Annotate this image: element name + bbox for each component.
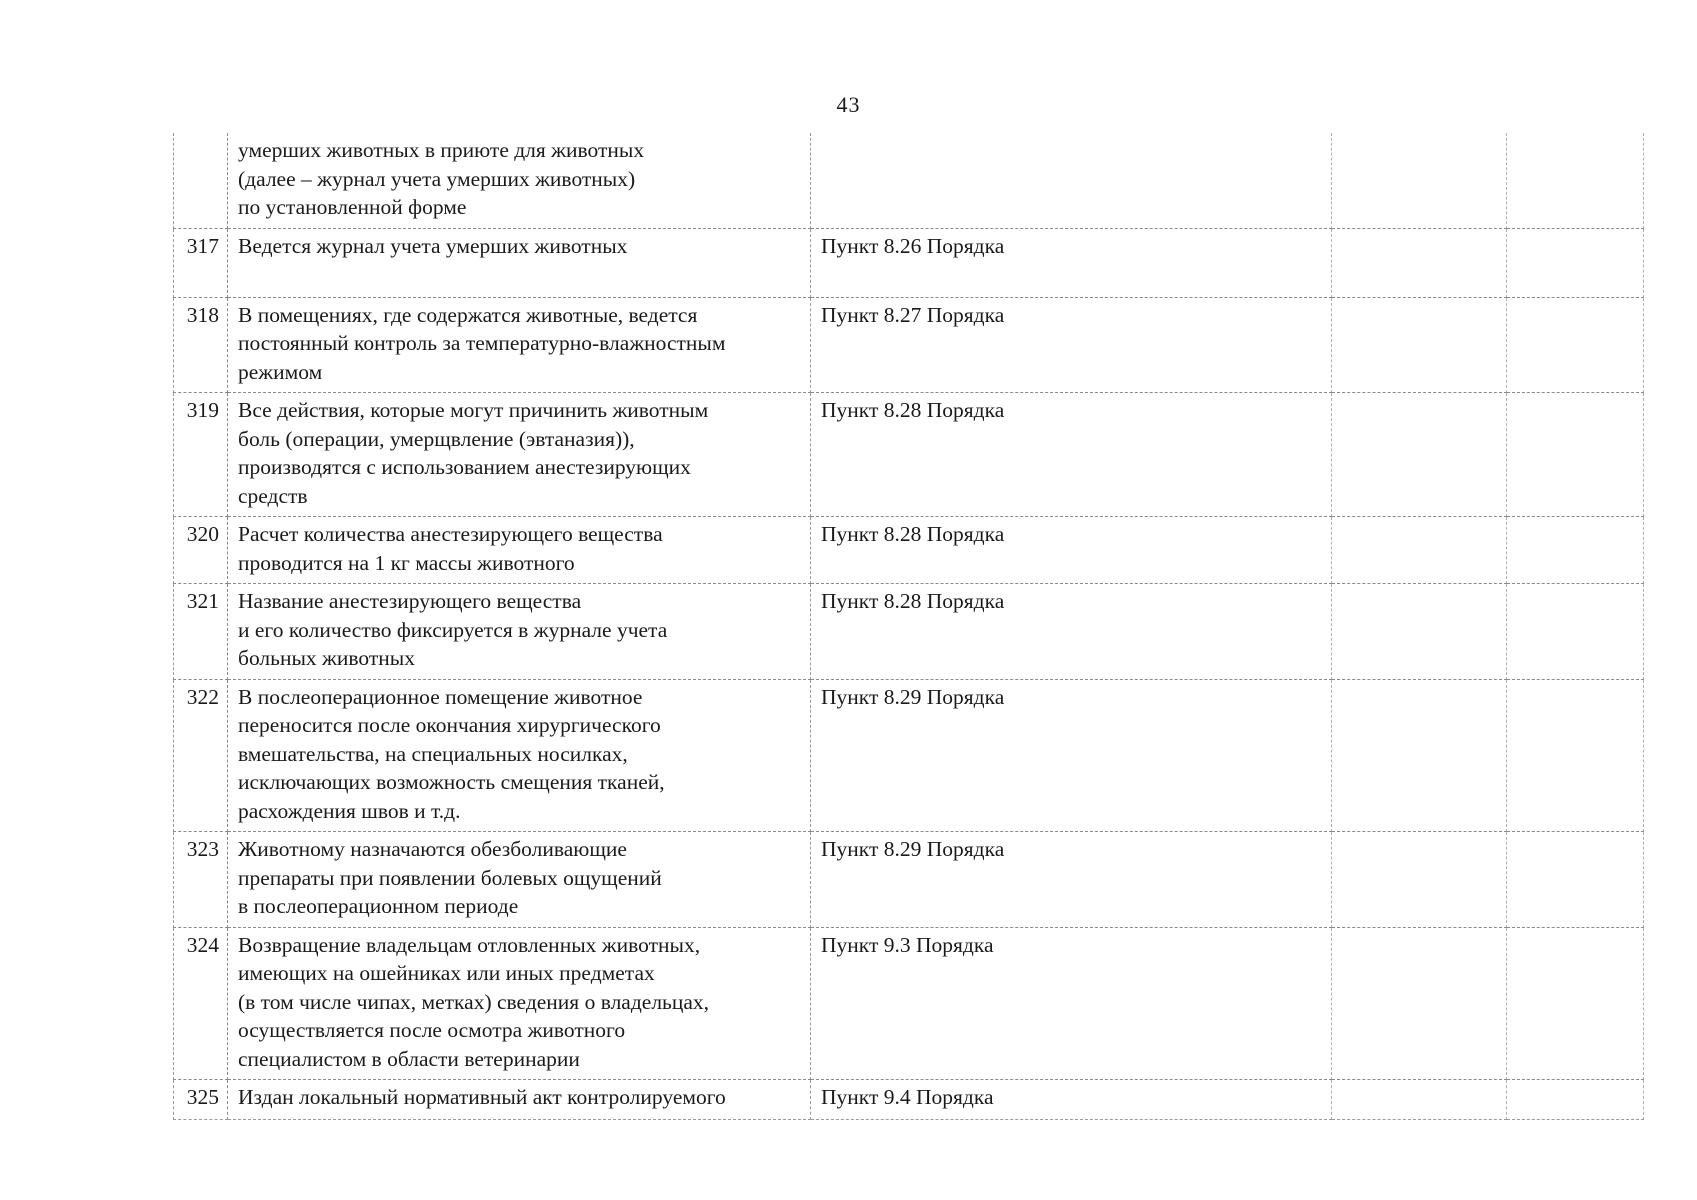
requirement-cell (228, 228, 811, 297)
reference-cell (811, 832, 1332, 928)
reference-text: Пункт 8.29 Порядка (821, 837, 1005, 861)
requirement-text: Возвращение владельцам отловленных животных, имеющих на ошейниках или иных предметах (в том числе чипах, метках) сведения о владельцах, осуществляется после осмотра животного специалистом в области ветеринарии (238, 932, 710, 1071)
row-number-cell (174, 679, 228, 832)
reference-text (821, 133, 1331, 136)
row-number: 320 (186, 522, 219, 546)
checklist-table (173, 133, 1644, 1120)
requirement-cell (228, 584, 811, 680)
row-number-cell (174, 927, 228, 1080)
page-number: 43 (836, 92, 861, 117)
reference-text: Пункт 8.29 Порядка (821, 684, 1005, 709)
reference-text: Пункт 8.27 Порядка (821, 302, 1005, 327)
table-row (174, 927, 1644, 1080)
row-number (174, 133, 219, 136)
row-number: 321 (186, 589, 219, 613)
table-row (174, 133, 1644, 228)
table-row (174, 228, 1644, 297)
empty-cell (1332, 679, 1507, 832)
reference-cell (811, 584, 1332, 680)
reference-text: Пункт 8.28 Порядка (821, 589, 1005, 613)
reference-text: Пункт 8.26 Порядка (821, 233, 1005, 258)
empty-cell (1507, 228, 1644, 297)
row-number-cell (174, 133, 228, 228)
empty-cell (1332, 228, 1507, 297)
reference-cell (811, 927, 1332, 1080)
empty-cell (1507, 832, 1644, 928)
row-number: 319 (186, 398, 219, 422)
requirement-text: умерших животных в приюте для животных (далее – журнал учета умерших животных) по установленной форме (238, 138, 645, 219)
requirement-cell (228, 297, 811, 393)
row-number: 323 (186, 837, 219, 861)
reference-cell (811, 133, 1332, 228)
requirement-text: В послеоперационное помещение животное переносится после окончания хирургического вмешательства, на специальных носилках, исключающих возможность смещения тканей, расхождения швов и т.д. (238, 684, 665, 823)
table-row (174, 1080, 1644, 1120)
empty-cell (1507, 517, 1644, 584)
empty-cell (1507, 393, 1644, 517)
requirement-text: Издан локальный нормативный акт контролируемого (238, 1085, 726, 1109)
empty-cell (1332, 393, 1507, 517)
requirement-cell (228, 1080, 811, 1120)
requirement-cell (228, 927, 811, 1080)
table-row (174, 679, 1644, 832)
empty-cell (1332, 517, 1507, 584)
reference-text: Пункт 8.28 Порядка (821, 398, 1005, 422)
row-number: 324 (186, 932, 219, 957)
row-number-cell (174, 832, 228, 928)
table-row (174, 393, 1644, 517)
requirement-text: Животному назначаются обезболивающие препараты при появлении болевых ощущений в послеоперационном периоде (238, 837, 662, 918)
requirement-text: Расчет количества анестезирующего вещества проводится на 1 кг массы животного (238, 522, 663, 575)
empty-cell (1332, 832, 1507, 928)
empty-cell (1332, 297, 1507, 393)
requirement-cell (228, 679, 811, 832)
row-number-cell (174, 297, 228, 393)
requirement-text: Все действия, которые могут причинить животным боль (операции, умерщвление (эвтаназия)), производятся с использованием анестезирующих средств (238, 398, 709, 508)
row-number: 322 (186, 684, 219, 709)
empty-cell (1507, 297, 1644, 393)
row-number-cell (174, 393, 228, 517)
requirement-cell (228, 393, 811, 517)
reference-cell (811, 1080, 1332, 1120)
requirement-text: В помещениях, где содержатся животные, ведется постоянный контроль за температурно-влажностным режимом (238, 302, 726, 384)
reference-cell (811, 297, 1332, 393)
reference-cell (811, 517, 1332, 584)
empty-cell (1332, 584, 1507, 680)
reference-text: Пункт 8.28 Порядка (821, 522, 1005, 546)
reference-cell (811, 228, 1332, 297)
reference-cell (811, 679, 1332, 832)
table-body (174, 133, 1644, 1120)
requirement-cell (228, 517, 811, 584)
requirement-cell (228, 832, 811, 928)
reference-cell (811, 393, 1332, 517)
empty-cell (1507, 679, 1644, 832)
row-number-cell (174, 584, 228, 680)
empty-cell (1507, 1080, 1644, 1120)
requirement-text: Название анестезирующего вещества и его количество фиксируется в журнале учета больных животных (238, 589, 668, 670)
reference-text: Пункт 9.3 Порядка (821, 932, 994, 957)
row-number: 325 (186, 1085, 219, 1109)
empty-cell (1507, 584, 1644, 680)
empty-cell (1507, 133, 1644, 228)
reference-text: Пункт 9.4 Порядка (821, 1085, 994, 1109)
requirement-cell (228, 133, 811, 228)
row-number-cell (174, 517, 228, 584)
row-number: 317 (186, 233, 219, 258)
row-number: 318 (186, 302, 219, 327)
table-row (174, 297, 1644, 393)
empty-cell (1332, 927, 1507, 1080)
empty-cell (1332, 133, 1507, 228)
empty-cell (1332, 1080, 1507, 1120)
empty-cell (1507, 927, 1644, 1080)
row-number-cell (174, 228, 228, 297)
table-row (174, 584, 1644, 680)
table-row (174, 517, 1644, 584)
requirement-text: Ведется журнал учета умерших животных (238, 233, 628, 258)
table-row (174, 832, 1644, 928)
row-number-cell (174, 1080, 228, 1120)
